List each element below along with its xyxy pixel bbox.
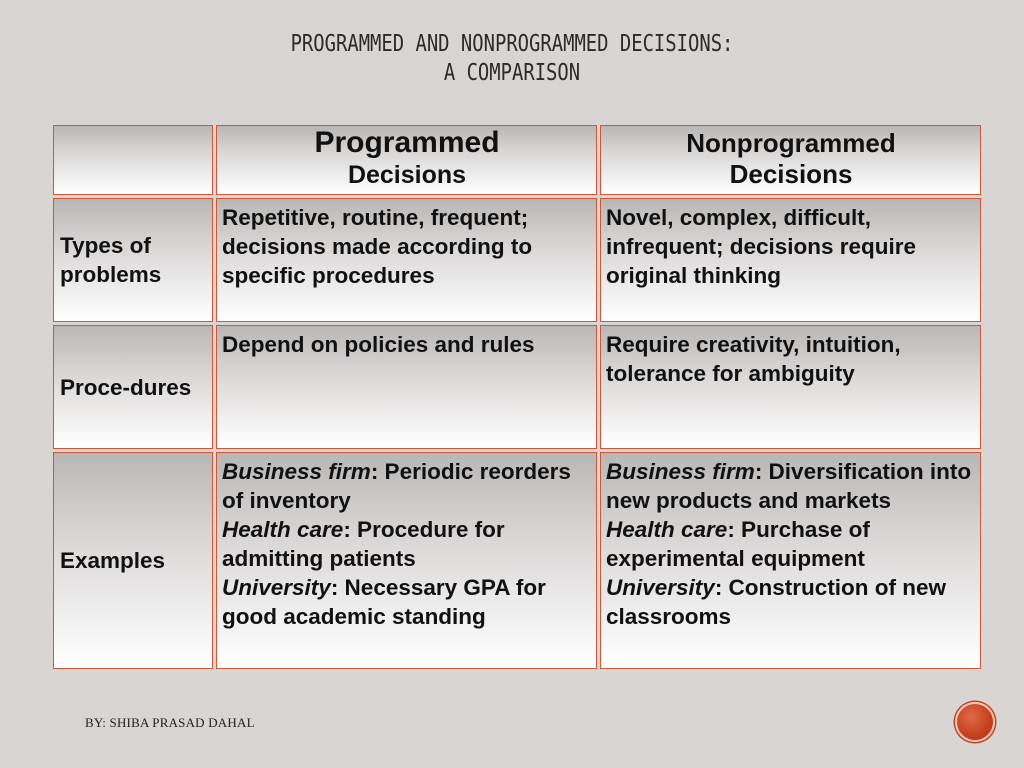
- row-label-types-of-problems: Types of problems: [53, 198, 213, 322]
- example-label: Health care: [606, 517, 728, 542]
- example-business-firm: [606, 459, 971, 513]
- comparison-table: [50, 122, 984, 672]
- header-programmed-sub: Decisions: [347, 161, 467, 189]
- cell-nonprogrammed-types: Novel, complex, difficult, infrequent; decisions require original thinking: [600, 198, 981, 322]
- example-health-care: [222, 517, 505, 571]
- example-text: : Necessary GPA for good academic standing: [222, 575, 546, 629]
- example-text: : Construction of new classrooms: [606, 575, 947, 629]
- slide-title-line-1: PROGRAMMED AND NONPROGRAMMED DECISIONS:: [290, 31, 734, 57]
- example-text: : Procedure for admitting patients: [222, 517, 505, 571]
- example-university: [222, 575, 546, 629]
- row-label-procedures: Proce-dures: [53, 325, 213, 449]
- cell-programmed-types: Repetitive, routine, frequent; decisions made according to specific procedures: [216, 198, 597, 322]
- example-label: University: [222, 575, 331, 600]
- header-corner-cell: [53, 125, 213, 195]
- table-row: [53, 325, 981, 449]
- example-text: : Purchase of experimental equipment: [606, 517, 870, 571]
- example-label: Business firm: [222, 459, 371, 484]
- example-university: [606, 575, 946, 629]
- header-programmed-main: Programmed: [314, 126, 500, 159]
- footer-author: BY: SHIBA PRASAD DAHAL: [85, 715, 255, 730]
- example-text: : Diversification into new products and markets: [606, 459, 972, 513]
- example-label: University: [606, 575, 715, 600]
- example-business-firm: [222, 459, 571, 513]
- cell-nonprogrammed-examples: [600, 452, 981, 669]
- slide-title-line-2: A COMPARISON: [443, 60, 581, 86]
- header-nonprogrammed-sub: Decisions: [729, 159, 853, 189]
- table-row: [53, 198, 981, 322]
- cell-nonprogrammed-procedures: Require creativity, intuition, tolerance for ambiguity: [600, 325, 981, 449]
- cell-programmed-procedures: Depend on policies and rules: [216, 325, 597, 449]
- header-nonprogrammed-main: Nonprogrammed: [686, 128, 896, 158]
- page-number-badge-icon: [955, 702, 995, 742]
- slide-title: [92, 30, 932, 88]
- row-label-examples: Examples: [53, 452, 213, 669]
- table-row: [53, 452, 981, 669]
- example-health-care: [606, 517, 870, 571]
- example-text: : Periodic reorders of inventory: [222, 459, 571, 513]
- example-label: Health care: [222, 517, 344, 542]
- example-label: Business firm: [606, 459, 755, 484]
- table-header-row: [53, 125, 981, 195]
- header-nonprogrammed: [600, 125, 981, 195]
- header-programmed: [216, 125, 597, 195]
- cell-programmed-examples: [216, 452, 597, 669]
